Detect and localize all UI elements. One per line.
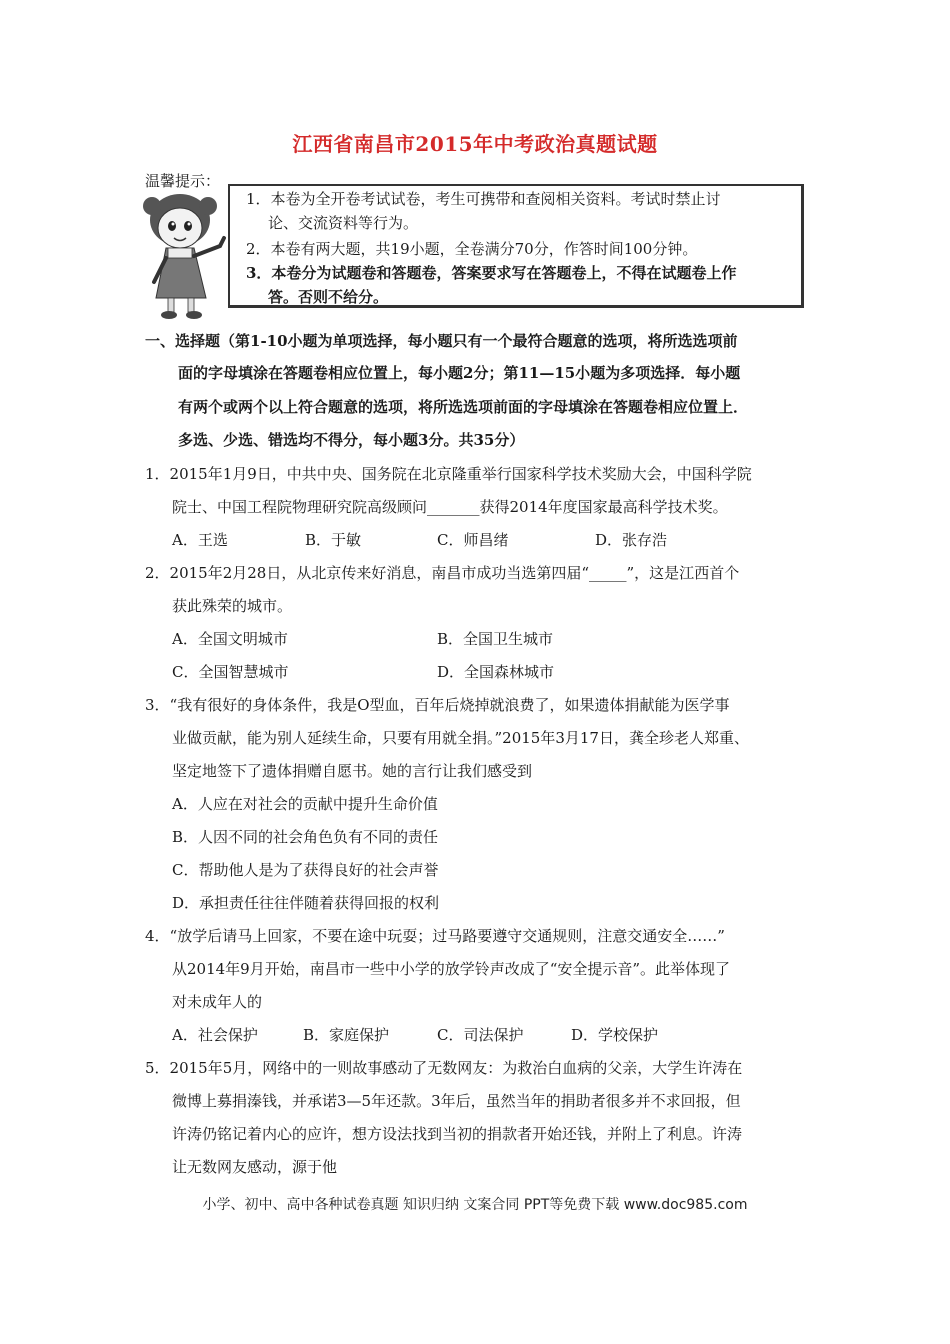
option-b: B．全国卫生城市 [437, 630, 554, 648]
question-text: 5．2015年5月，网络中的一则故事感动了无数网友：为救治白血病的父亲，大学生许涛在 [145, 1059, 743, 1077]
question-text: 2．2015年2月28日，从北京传来好消息，南昌市成功当选第四届“_____”，这是江西首个 [145, 564, 740, 582]
question-text: 许涛仍铭记着内心的应许，想方设法找到当初的捐款者开始还钱，并附上了利息。许涛 [172, 1125, 743, 1143]
page-title: 江西省南昌市2015年中考政治真题试题 [292, 132, 658, 156]
tip-line-3-cont: 答。否则不给分。 [268, 288, 389, 306]
girl-cartoon-icon [138, 186, 238, 322]
question-text: 让无数网友感动，源于他 [172, 1158, 338, 1176]
question-text: 对未成年人的 [172, 993, 263, 1011]
tip-line-1-cont: 论、交流资料等行为。 [268, 214, 419, 232]
option-c: C．师昌绪 [437, 531, 509, 549]
question-text: 微博上募捐溱钱，并承诺3—5年还款。3年后，虽然当年的捐助者很多并不求回报，但 [172, 1092, 741, 1110]
question-text: 坚定地签下了遗体捐赠自愿书。她的言行让我们感受到 [172, 762, 533, 780]
option-c: C．帮助他人是为了获得良好的社会声誉 [172, 861, 439, 879]
option-a: A．人应在对社会的贡献中提升生命价值 [172, 795, 438, 813]
footer-text: 小学、初中、高中各种试卷真题 知识归纳 文案合同 PPT等免费下载 www.doc985.com [202, 1197, 748, 1213]
tip-line-1: 1．本卷为全开卷考试试卷，考生可携带和查阅相关资料。考试时禁止讨 [246, 190, 721, 208]
question-text: 从2014年9月开始，南昌市一些中小学的放学铃声改成了“安全提示音”。此举体现了 [172, 960, 731, 978]
option-c: C．全国智慧城市 [172, 663, 289, 681]
question-text: 4．“放学后请马上回家，不要在途中玩耍；过马路要遵守交通规则，注意交通安全……” [145, 927, 725, 945]
option-d: D．全国森林城市 [437, 663, 555, 681]
option-a: A．全国文明城市 [172, 630, 288, 648]
question-text: 1．2015年1月9日，中共中央、国务院在北京隆重举行国家科学技术奖励大会，中国科学院 [145, 465, 752, 483]
question-text: 获此殊荣的城市。 [172, 597, 293, 615]
option-c: C．司法保护 [437, 1026, 524, 1044]
tip-line-3: 3．本卷分为试题卷和答题卷，答案要求写在答题卷上，不得在试题卷上作 [246, 264, 737, 282]
option-d: D．学校保护 [571, 1026, 659, 1044]
option-d: D．张存浩 [595, 531, 668, 549]
section-line: 有两个或两个以上符合题意的选项，将所选选项前面的字母填涂在答题卷相应位置上． [178, 398, 749, 416]
question-text: 院士、中国工程院物理研究院高级顾问_______获得2014年度国家最高科学技术奖。 [172, 498, 728, 516]
tips-label: 温馨提示： [145, 172, 221, 190]
section-line: 多选、少选、错选均不得分，每小题3分。共35分） [178, 431, 525, 449]
option-b: B．家庭保护 [303, 1026, 390, 1044]
section-line: 面的字母填涂在答题卷相应位置上，每小题2分；第11—15小题为多项选择．每小题 [178, 364, 741, 382]
question-text: 3．“我有很好的身体条件，我是O型血，百年后烧掉就浪费了，如果遗体捐献能为医学事 [145, 696, 730, 714]
option-b: B．人因不同的社会角色负有不同的责任 [172, 828, 439, 846]
question-text: 业做贡献，能为别人延续生命，只要有用就全捐。”2015年3月17日，龚全珍老人郑重、 [172, 729, 749, 747]
section-line: 一、选择题（第1-10小题为单项选择，每小题只有一个最符合题意的选项，将所选选项前 [145, 332, 738, 350]
option-a: A．王选 [172, 531, 228, 549]
tip-line-2: 2．本卷有两大题，共19小题，全卷满分70分，作答时间100分钟。 [246, 240, 698, 258]
option-b: B．于敏 [305, 531, 362, 549]
option-d: D．承担责任往往伴随着获得回报的权利 [172, 894, 440, 912]
option-a: A．社会保护 [172, 1026, 258, 1044]
